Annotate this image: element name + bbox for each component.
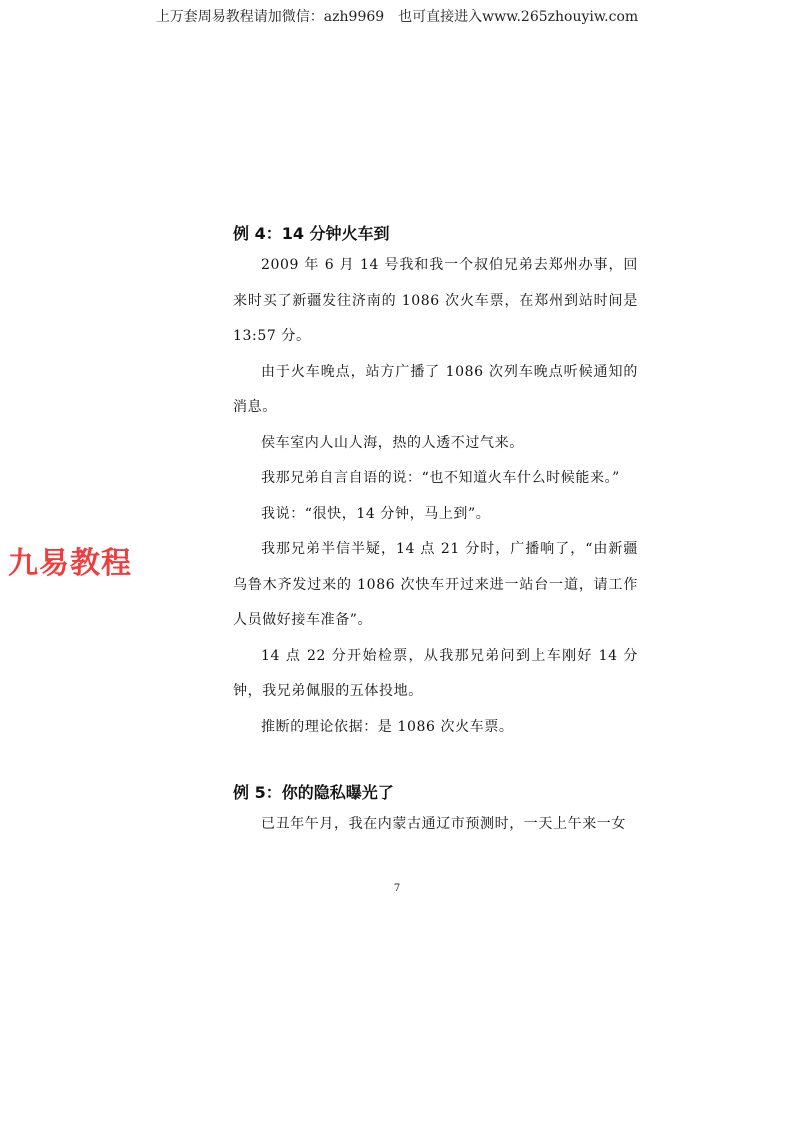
paragraph: 2009 年 6 月 14 号我和我一个叔伯兄弟去郑州办事，回来时买了新疆发往济南的 1086 次火车票，在郑州到站时间是13:57 分。 [233,257,638,344]
paragraph: 侯车室内人山人海，热的人透不过气来。 [261,434,524,451]
paragraph: 我那兄弟自言自语的说：“也不知道火车什么时候能来。” [261,470,620,486]
paragraph: 我那兄弟半信半疑，14 点 21 分时，广播响了，“由新疆乌鲁木齐发过来的 1086 次快车开过来进一站台一道，请工作人员做好接车准备”。 [233,541,638,628]
example-5-title: 例 5：你的隐私曝光了 [233,783,394,802]
paragraph: 我说：“很快，14 分钟，马上到”。 [261,505,491,522]
header-banner: 上万套周易教程请加微信：azh9969 也可直接进入www.265zhouyiw.com [155,9,639,25]
example-4-title: 例 4：14 分钟火车到 [233,224,390,243]
paragraph: 由于火车晚点，站方广播了 1086 次列车晚点听候通知的消息。 [233,363,638,415]
watermark-logo: 九易教程 [8,546,132,581]
paragraph: 已丑年午月，我在内蒙古通辽市预测时，一天上午来一女 [261,816,626,832]
document-body [233,220,638,843]
paragraph: 推断的理论依据：是 1086 次火车票。 [261,718,514,735]
page-number: 7 [393,883,401,894]
paragraph: 14 点 22 分开始检票，从我那兄弟问到上车刚好 14 分钟，我兄弟佩服的五体投地。 [233,647,638,699]
